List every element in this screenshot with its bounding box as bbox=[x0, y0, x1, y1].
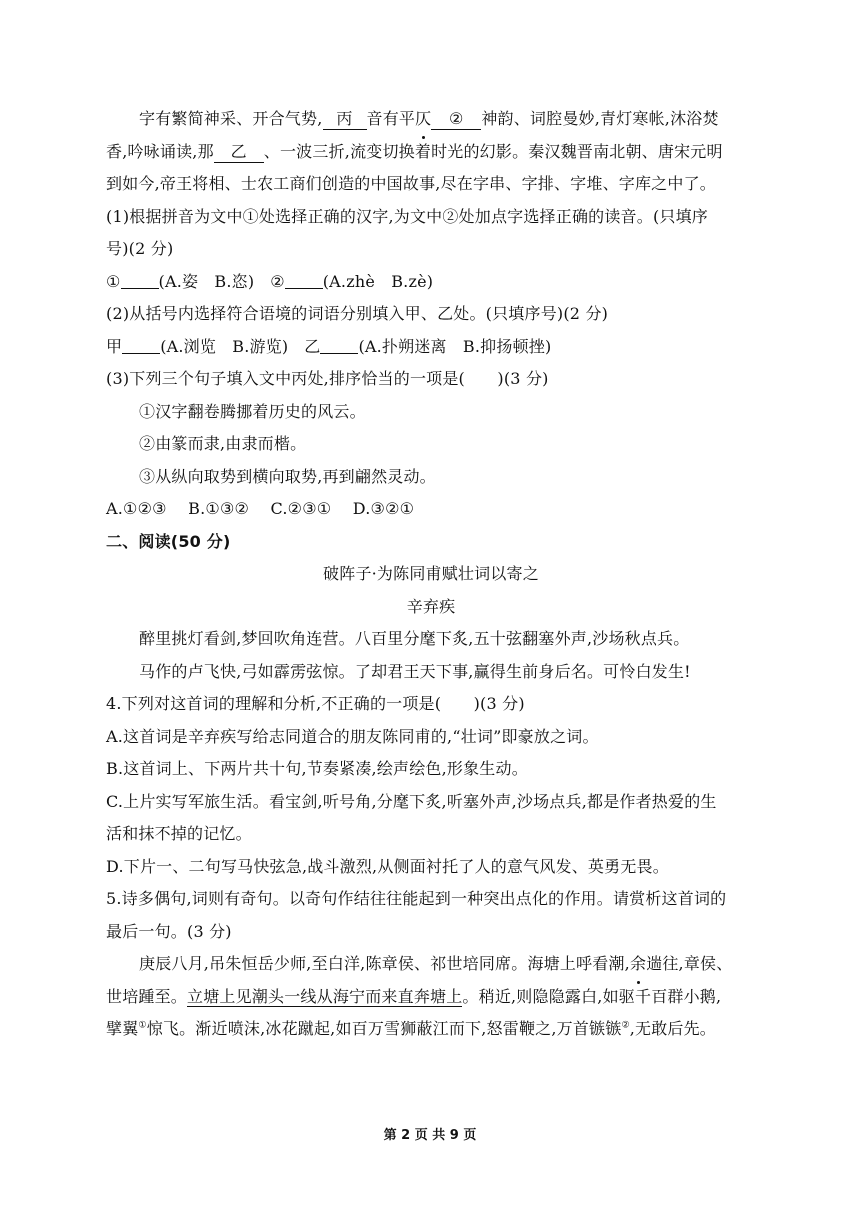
tide-passage-line-1 bbox=[106, 948, 756, 981]
answer-label: ② bbox=[270, 271, 285, 291]
answer-blank-1[interactable] bbox=[121, 270, 159, 289]
question-2-stem: (2)从括号内选择符合语境的词语分别填入甲、乙处。(只填序号)(2 分) bbox=[106, 304, 609, 323]
question-3-options: A.①②③ B.①③② C.②③① D.③②① bbox=[106, 499, 415, 518]
question-4-option-d: D.下片一、二句写马快弦急,战斗激烈,从侧面衬托了人的意气风发、英勇无畏。 bbox=[106, 856, 669, 876]
passage-line-1 bbox=[106, 103, 756, 136]
tide-passage-line-2 bbox=[106, 981, 756, 1014]
passage-text: 惊飞。渐近喷沫,冰花蹴起,如百万雪狮蔽江而下,怒雷鞭之,万首镞镞 bbox=[146, 1019, 622, 1038]
passage-text: 遄往,章侯、 bbox=[646, 954, 733, 973]
poem-author: 辛弃疾 bbox=[406, 596, 456, 616]
blank-bing: 丙 bbox=[323, 109, 367, 130]
question-4-option-b: B.这首词上、下两片共十句,节奏紧凑,绘声绘色,形象生动。 bbox=[106, 759, 528, 778]
passage-text: 、一波三折,流变切换着时光的幻影。秦汉魏晋南北朝、唐宋元明 bbox=[263, 141, 723, 161]
passage-text: 香,吟咏诵读,那 bbox=[106, 141, 214, 161]
footnote-marker-1: ① bbox=[138, 1020, 147, 1031]
question-1-options bbox=[106, 266, 756, 299]
answer-blank-yi[interactable] bbox=[320, 335, 358, 354]
answer-label: 乙 bbox=[304, 336, 321, 356]
question-4-option-c-cont: 活和抹不掉的记忆。 bbox=[106, 824, 252, 843]
tide-passage-line-3 bbox=[106, 1013, 756, 1046]
choice-text: (A.浏览 B.游览) bbox=[160, 336, 289, 356]
dotted-char: 仄 bbox=[415, 103, 431, 136]
passage-line-3: 到如今,帝王将相、士农工商们创造的中国故事,尽在字串、字排、字堆、字库之中了。 bbox=[106, 174, 716, 193]
answer-label: ① bbox=[106, 271, 121, 291]
passage-line-2 bbox=[106, 136, 756, 169]
question-5-stem: 5.诗多偶句,词则有奇句。以奇句作结往往能起到一种突出点化的作用。请赏析这首词的 bbox=[106, 889, 727, 908]
answer-blank-jia[interactable] bbox=[122, 335, 160, 354]
question-3-sentence-3: ③从纵向取势到横向取势,再到翩然灵动。 bbox=[139, 466, 436, 486]
passage-text: 庚辰八月,吊朱恒岳少师,至白洋,陈章侯、祁世培同席。海塘上呼看潮, bbox=[139, 954, 630, 973]
dotted-char: 余 bbox=[630, 948, 646, 981]
blank-yi: 乙 bbox=[214, 142, 264, 163]
exam-page bbox=[106, 103, 756, 1046]
poem-title: 破阵子·为陈同甫赋壮词以寄之 bbox=[323, 564, 539, 583]
passage-text: 音有平 bbox=[366, 109, 416, 128]
passage-text: ,无敢后先。 bbox=[629, 1019, 717, 1038]
question-3-sentence-2: ②由篆而隶,由隶而楷。 bbox=[139, 434, 307, 453]
question-4-stem: 4.下列对这首词的理解和分析,不正确的一项是( )(3 分) bbox=[106, 694, 525, 713]
question-4-option-c: C.上片实写军旅生活。看宝剑,听号角,分麾下炙,听塞外声,沙场点兵,都是作者热爱的生 bbox=[106, 791, 717, 811]
passage-text: 。稍近,则隐隐露白,如驱千百群小鹅, bbox=[462, 986, 722, 1006]
passage-text: 擘翼 bbox=[106, 1019, 139, 1038]
question-4-option-a: A.这首词是辛弃疾写给志同道合的朋友陈同甫的,“壮词”即豪放之词。 bbox=[106, 726, 599, 746]
question-1-stem: (1)根据拼音为文中①处选择正确的汉字,为文中②处加点字选择正确的读音。(只填序 bbox=[106, 206, 708, 226]
choice-text: (A.扑朔迷离 B.抑扬顿挫) bbox=[358, 336, 552, 356]
passage-text: 世培踵至。 bbox=[106, 986, 188, 1006]
question-3-stem: (3)下列三个句子填入文中丙处,排序恰当的一项是( )(3 分) bbox=[106, 369, 549, 388]
passage-text: 字有繁简神采、开合气势, bbox=[139, 109, 323, 128]
section-heading: 二、阅读(50 分) bbox=[106, 531, 231, 551]
blank-2: ② bbox=[431, 109, 481, 130]
question-5-stem-cont: 最后一句。(3 分) bbox=[106, 921, 232, 941]
footnote-marker-2: ② bbox=[621, 1020, 630, 1031]
poem-line-1: 醉里挑灯看剑,梦回吹角连营。八百里分麾下炙,五十弦翻塞外声,沙场秋点兵。 bbox=[139, 629, 690, 648]
passage-text: 神韵、词腔曼妙,青灯寒帐,沐浴焚 bbox=[481, 109, 719, 128]
page-footer: 第 2 页 共 9 页 bbox=[383, 1128, 477, 1143]
answer-label: 甲 bbox=[106, 336, 123, 356]
choice-text: (A.姿 B.恣) bbox=[158, 271, 255, 291]
underlined-sentence: 立塘上见潮头一线从海宁而来直奔塘上 bbox=[187, 986, 463, 1006]
answer-blank-2[interactable] bbox=[285, 270, 323, 289]
question-2-options bbox=[106, 331, 756, 364]
question-3-sentence-1: ①汉字翻卷腾挪着历史的风云。 bbox=[139, 401, 366, 421]
question-1-stem-cont: 号)(2 分) bbox=[106, 239, 174, 258]
poem-line-2: 马作的卢飞快,弓如霹雳弦惊。了却君王天下事,赢得生前身后名。可怜白发生! bbox=[139, 661, 691, 681]
choice-text: (A.zhè B.zè) bbox=[322, 271, 434, 291]
